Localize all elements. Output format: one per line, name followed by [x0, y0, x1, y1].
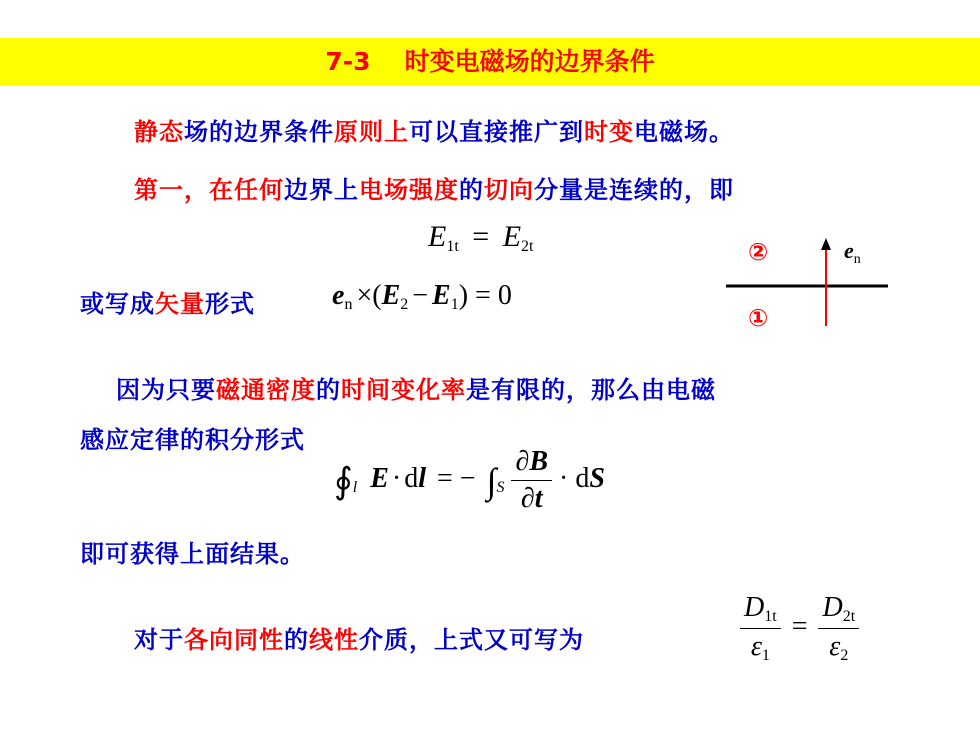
- paragraph-6: 即可获得上面结果。: [80, 539, 305, 568]
- equation-faraday-law: $∮_l$ E · dl = − $\int_S$ $\frac{\partial B}{\partial t}$ · dS: [334, 446, 605, 514]
- slide-title: [0, 38, 980, 86]
- section-number: 7-3: [325, 47, 371, 76]
- paragraph-2: 第一，在任何边界上电场强度的切向分量是连续的，即: [134, 175, 734, 204]
- equation-d-over-epsilon: $\frac{D_{1t}}{\varepsilon_1}$ = $\frac{D_{2t}}{\varepsilon_2}$: [740, 592, 859, 665]
- paragraph-7: 对于各向同性的线性介质，上式又可写为: [134, 625, 584, 654]
- paragraph-4: 因为只要磁通密度的时间变化率是有限的，那么由电磁: [116, 375, 716, 404]
- paragraph-3: 或写成矢量形式: [80, 289, 255, 318]
- normal-vector-label: $e_n$: [844, 238, 861, 267]
- paragraph-5: 感应定律的积分形式: [80, 425, 305, 454]
- equation-vector-form: $e_n \times(E_2 - E_1) = 0$: [332, 280, 512, 313]
- region-2-label: ②: [748, 238, 769, 266]
- title-text: 时变电磁场的边界条件: [404, 47, 655, 76]
- paragraph-1: 静态场的边界条件原则上可以直接推广到时变电磁场。: [134, 117, 734, 146]
- arrow-up-icon: [821, 238, 831, 250]
- boundary-diagram: [720, 228, 900, 338]
- equation-tangential-e: $E_{1t} = E_{2t}$: [428, 220, 534, 255]
- region-1-label: ①: [748, 304, 769, 332]
